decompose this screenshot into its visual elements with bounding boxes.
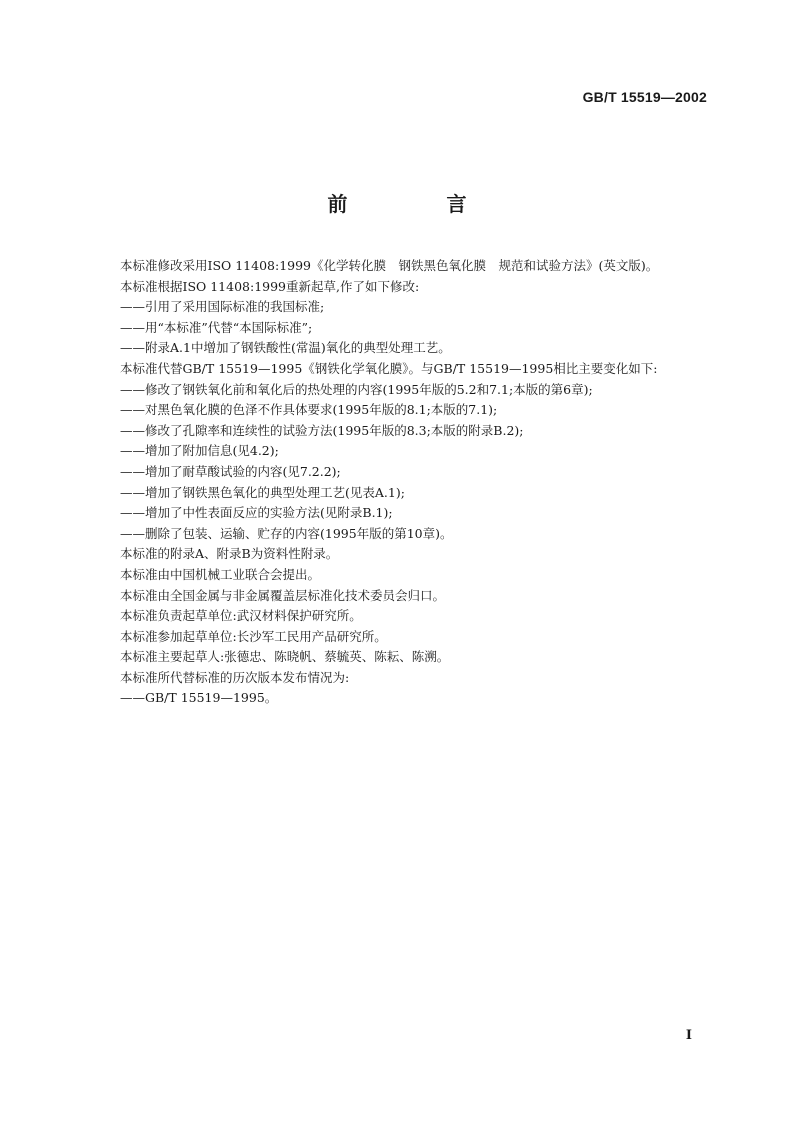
- body-line: 本标准负责起草单位:武汉材料保护研究所。: [120, 608, 362, 624]
- body-line: ——增加了附加信息(见4.2);: [120, 443, 279, 459]
- body-line: ——增加了中性表面反应的实验方法(见附录B.1);: [120, 505, 393, 521]
- body-line: 本标准的附录A、附录B为资料性附录。: [120, 546, 339, 562]
- body-line: 本标准代替GB/T 15519—1995《钢铁化学氧化膜》。与GB/T 15519—1995相比主要变化如下:: [120, 360, 658, 376]
- body-line: 本标准由全国金属与非金属覆盖层标准化技术委员会归口。: [120, 587, 446, 603]
- body-line: ——修改了孔隙率和连续性的试验方法(1995年版的8.3;本版的附录B.2);: [120, 422, 524, 438]
- body-line: ——用“本标准”代替“本国际标准”;: [120, 319, 313, 335]
- body-line: ——删除了包装、运输、贮存的内容(1995年版的第10章)。: [120, 525, 453, 541]
- standard-code: GB/T 15519—2002: [582, 89, 707, 105]
- body-line: ——增加了耐草酸试验的内容(见7.2.2);: [120, 463, 341, 479]
- foreword-body: [120, 256, 700, 709]
- body-line: ——引用了采用国际标准的我国标准;: [120, 299, 325, 315]
- body-line: ——修改了钢铁氧化前和氧化后的热处理的内容(1995年版的5.2和7.1;本版的第6章);: [120, 381, 593, 397]
- body-line: 本标准主要起草人:张德忠、陈晓帆、蔡毓英、陈耘、陈溯。: [120, 649, 450, 665]
- body-line: 本标准由中国机械工业联合会提出。: [120, 566, 321, 582]
- body-line: ——对黑色氧化膜的色泽不作具体要求(1995年版的8.1;本版的7.1);: [120, 402, 498, 418]
- body-line: ——GB/T 15519—1995。: [120, 690, 278, 706]
- page-title: 前 言: [327, 192, 513, 216]
- body-line: 本标准修改采用ISO 11408:1999《化学转化膜 钢铁黑色氧化膜 规范和试验方法》(英文版)。: [120, 258, 659, 273]
- body-line: 本标准所代替标准的历次版本发布情况为:: [120, 669, 350, 685]
- body-line: 本标准根据ISO 11408:1999重新起草,作了如下修改:: [120, 278, 420, 294]
- body-line: 本标准参加起草单位:长沙军工民用产品研究所。: [120, 628, 387, 644]
- page-number: Ⅰ: [685, 1028, 692, 1043]
- body-line: ——增加了钢铁黑色氧化的典型处理工艺(见表A.1);: [120, 484, 405, 500]
- body-line: ——附录A.1中增加了钢铁酸性(常温)氧化的典型处理工艺。: [120, 340, 451, 356]
